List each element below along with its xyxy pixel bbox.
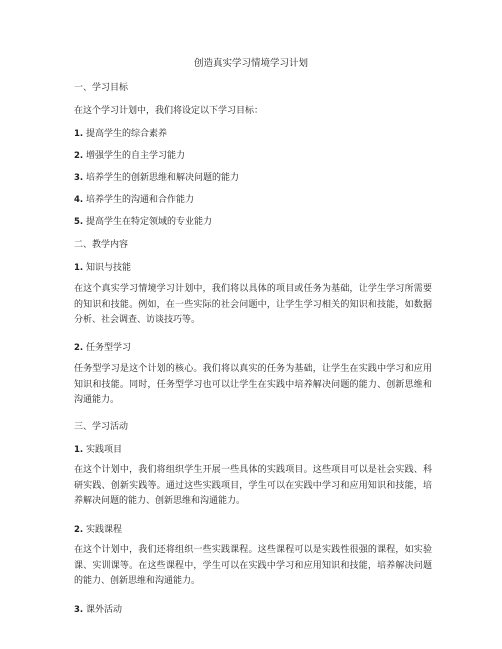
subsection-number: 1. (74, 445, 84, 455)
subsection-heading (74, 262, 430, 274)
paragraph: 在这个计划中，我们将组织学生开展一些具体的实践项目。这些项目可以是社会实践、科研实践、创新实践等。通过这些实践项目，学生可以在实践中学习和应用知识和技能，培养解决问题的能力、创新思维和沟通能力。 (74, 465, 432, 506)
subsection-heading (74, 524, 430, 536)
goal-text: 增强学生的自主学习能力 (83, 151, 186, 161)
subsection-label: 实践项目 (83, 445, 123, 455)
goal-text: 提高学生在特定领域的专业能力 (83, 217, 213, 227)
subsection-label: 实践课程 (83, 525, 123, 535)
subsection-label: 任务型学习 (83, 343, 132, 353)
paragraph: 在这个计划中，我们还将组织一些实践课程。这些课程可以是实践性很强的课程，如实验课、实训课等。在这些课程中，学生可以在实践中学习和应用知识和技能，培养解决问题的能力、创新思维和沟通能力。 (74, 545, 432, 586)
document-title: 创造真实学习情境学习计划 (193, 58, 308, 69)
subsection-number: 1. (74, 263, 84, 273)
paragraph: 在这个真实学习情境学习计划中，我们将以具体的项目或任务为基础，让学生学习所需要的知识和技能。例如，在一些实际的社会问题中，让学生学习相关的知识和技能，如数据分析、社会调查、访谈技巧等。 (74, 284, 432, 325)
goal-item (74, 150, 430, 162)
subsection-label: 课外活动 (83, 605, 123, 615)
goal-number: 1. (74, 129, 84, 139)
goal-item (74, 194, 430, 206)
subsection-heading (74, 444, 430, 456)
goal-item (74, 172, 430, 184)
paragraph: 任务型学习是这个计划的核心。我们将以真实的任务为基础，让学生在实践中学习和应用知识和技能。同时，任务型学习也可以让学生在实践中培养解决问题的能力、创新思维和沟通能力。 (74, 364, 432, 405)
goals-intro: 在这个学习计划中，我们将设定以下学习目标： (74, 106, 264, 116)
section-heading-content: 二、教学内容 (74, 240, 129, 250)
subsection-number: 3. (74, 605, 84, 615)
subsection-label: 知识与技能 (83, 263, 132, 273)
goal-text: 培养学生的创新思维和解决问题的能力 (83, 173, 240, 183)
subsection-heading (74, 342, 430, 354)
goal-number: 5. (74, 217, 84, 227)
subsection-number: 2. (74, 343, 84, 353)
goal-number: 3. (74, 173, 84, 183)
goal-item (74, 216, 430, 228)
subsection-heading (74, 604, 430, 616)
section-heading-goals: 一、学习目标 (74, 83, 129, 93)
goal-text: 培养学生的沟通和合作能力 (83, 195, 195, 205)
goal-item (74, 128, 430, 140)
goal-text: 提高学生的综合素养 (83, 129, 168, 139)
section-heading-activities: 三、学习活动 (74, 422, 129, 432)
subsection-number: 2. (74, 525, 84, 535)
goal-number: 2. (74, 151, 84, 161)
goal-number: 4. (74, 195, 84, 205)
